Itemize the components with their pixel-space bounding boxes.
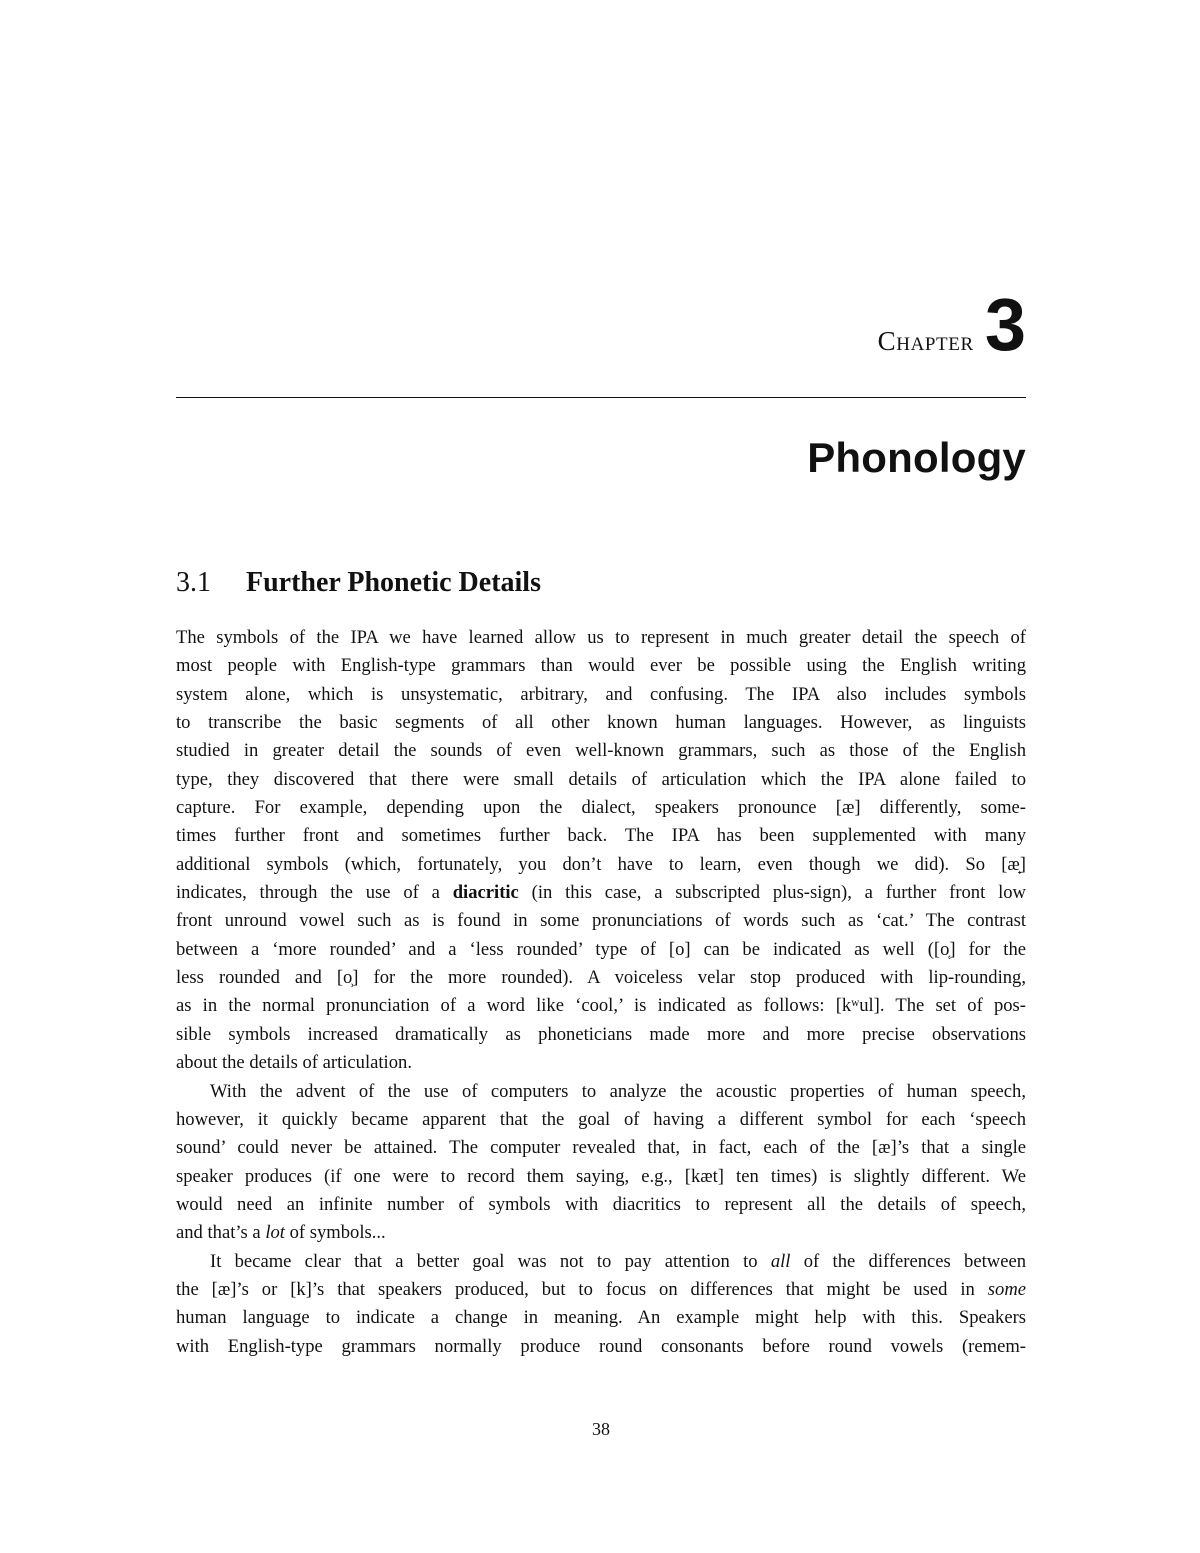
- paragraph-line: speaker produces (if one were to record them saying, e.g., [kæt] ten times) is slightly different. We: [176, 1165, 1026, 1187]
- paragraph-line: would need an infinite number of symbols with diacritics to represent all the details of speech,: [176, 1193, 1026, 1215]
- paragraph-line: most people with English-type grammars than would ever be possible using the English writing: [176, 655, 1026, 677]
- paragraph-line: type, they discovered that there were small details of articulation which the IPA alone failed to: [176, 768, 1026, 790]
- section-heading: [176, 564, 1026, 602]
- paragraph-line: front unround vowel such as is found in some pronunciations of words such as ‘cat.’ The contrast: [176, 910, 1026, 932]
- emphasis-lot: lot: [265, 1222, 285, 1244]
- line-segment: of symbols...: [284, 1222, 386, 1244]
- chapter-number: 3: [984, 283, 1026, 366]
- paragraph-line: additional symbols (which, fortunately, you don’t have to learn, even though we did). So [æ̟]: [176, 853, 1026, 875]
- paragraph-line: with English-type grammars normally produce round consonants before round vowels (remem-: [176, 1335, 1026, 1357]
- paragraph-line: [176, 1219, 1026, 1247]
- paragraph-line: system alone, which is unsystematic, arbitrary, and confusing. The IPA also includes symbols: [176, 683, 1026, 705]
- emphasis-some: some: [987, 1278, 1026, 1300]
- paragraph-line: about the details of articulation.: [176, 1052, 412, 1074]
- chapter-title: Phonology: [807, 434, 1026, 481]
- body-text: [176, 624, 1026, 1361]
- paragraph-line: as in the normal pronunciation of a word like ‘cool,’ is indicated as follows: [kʷul]. The set of pos-: [176, 995, 1026, 1017]
- paragraph-line: With the advent of the use of computers to analyze the acoustic properties of human speech,: [210, 1080, 1026, 1102]
- page-number: 38: [592, 1419, 610, 1439]
- section-title: Further Phonetic Details: [246, 567, 541, 598]
- line-segment: indicates, through the use of a: [176, 882, 453, 904]
- paragraph-line: sible symbols increased dramatically as phoneticians made more and more precise observations: [176, 1023, 1026, 1045]
- paragraph-line: however, it quickly became apparent that the goal of having a different symbol for each ‘speech: [176, 1108, 1026, 1130]
- paragraph-line: [176, 879, 1026, 907]
- term-diacritic: diacritic: [452, 882, 519, 904]
- paragraph-line: sound’ could never be attained. The computer revealed that, in fact, each of the [æ]’s that a single: [176, 1137, 1026, 1159]
- paragraph-line: studied in greater detail the sounds of even well-known grammars, such as those of the English: [176, 740, 1026, 762]
- chapter-label: Chapter: [877, 326, 974, 356]
- line-segment: the [æ]’s or [k]’s that speakers produced, but to focus on differences that might be used in: [176, 1278, 988, 1300]
- paragraph-line: [176, 1276, 1026, 1304]
- chapter-header: [176, 283, 1026, 366]
- paragraph-line: The symbols of the IPA we have learned allow us to represent in much greater detail the speech of: [176, 627, 1026, 648]
- paragraph-line: times further front and sometimes further back. The IPA has been supplemented with many: [176, 825, 1026, 847]
- line-segment: (in this case, a subscripted plus-sign), a further front low: [518, 882, 1026, 904]
- paragraph-line: less rounded and [o̹] for the more rounded). A voiceless velar stop produced with lip-rounding,: [176, 967, 1026, 989]
- line-segment: It became clear that a better goal was not to pay attention to: [210, 1250, 771, 1272]
- line-segment: of the differences between: [790, 1250, 1026, 1272]
- section-number: 3.1: [176, 567, 211, 598]
- line-segment: and that’s a: [176, 1222, 266, 1244]
- paragraph-line: capture. For example, depending upon the dialect, speakers pronounce [æ] differently, some-: [176, 797, 1026, 819]
- emphasis-all: all: [770, 1250, 791, 1272]
- paragraph-line: between a ‘more rounded’ and a ‘less rounded’ type of [o] can be indicated as well ([o̜] for the: [176, 938, 1026, 960]
- paragraph-line: to transcribe the basic segments of all other known human languages. However, as linguists: [176, 712, 1026, 734]
- chapter-rule: [176, 397, 1026, 398]
- paragraph-line: human language to indicate a change in meaning. An example might help with this. Speakers: [176, 1307, 1026, 1329]
- paragraph-line: [176, 1248, 1026, 1276]
